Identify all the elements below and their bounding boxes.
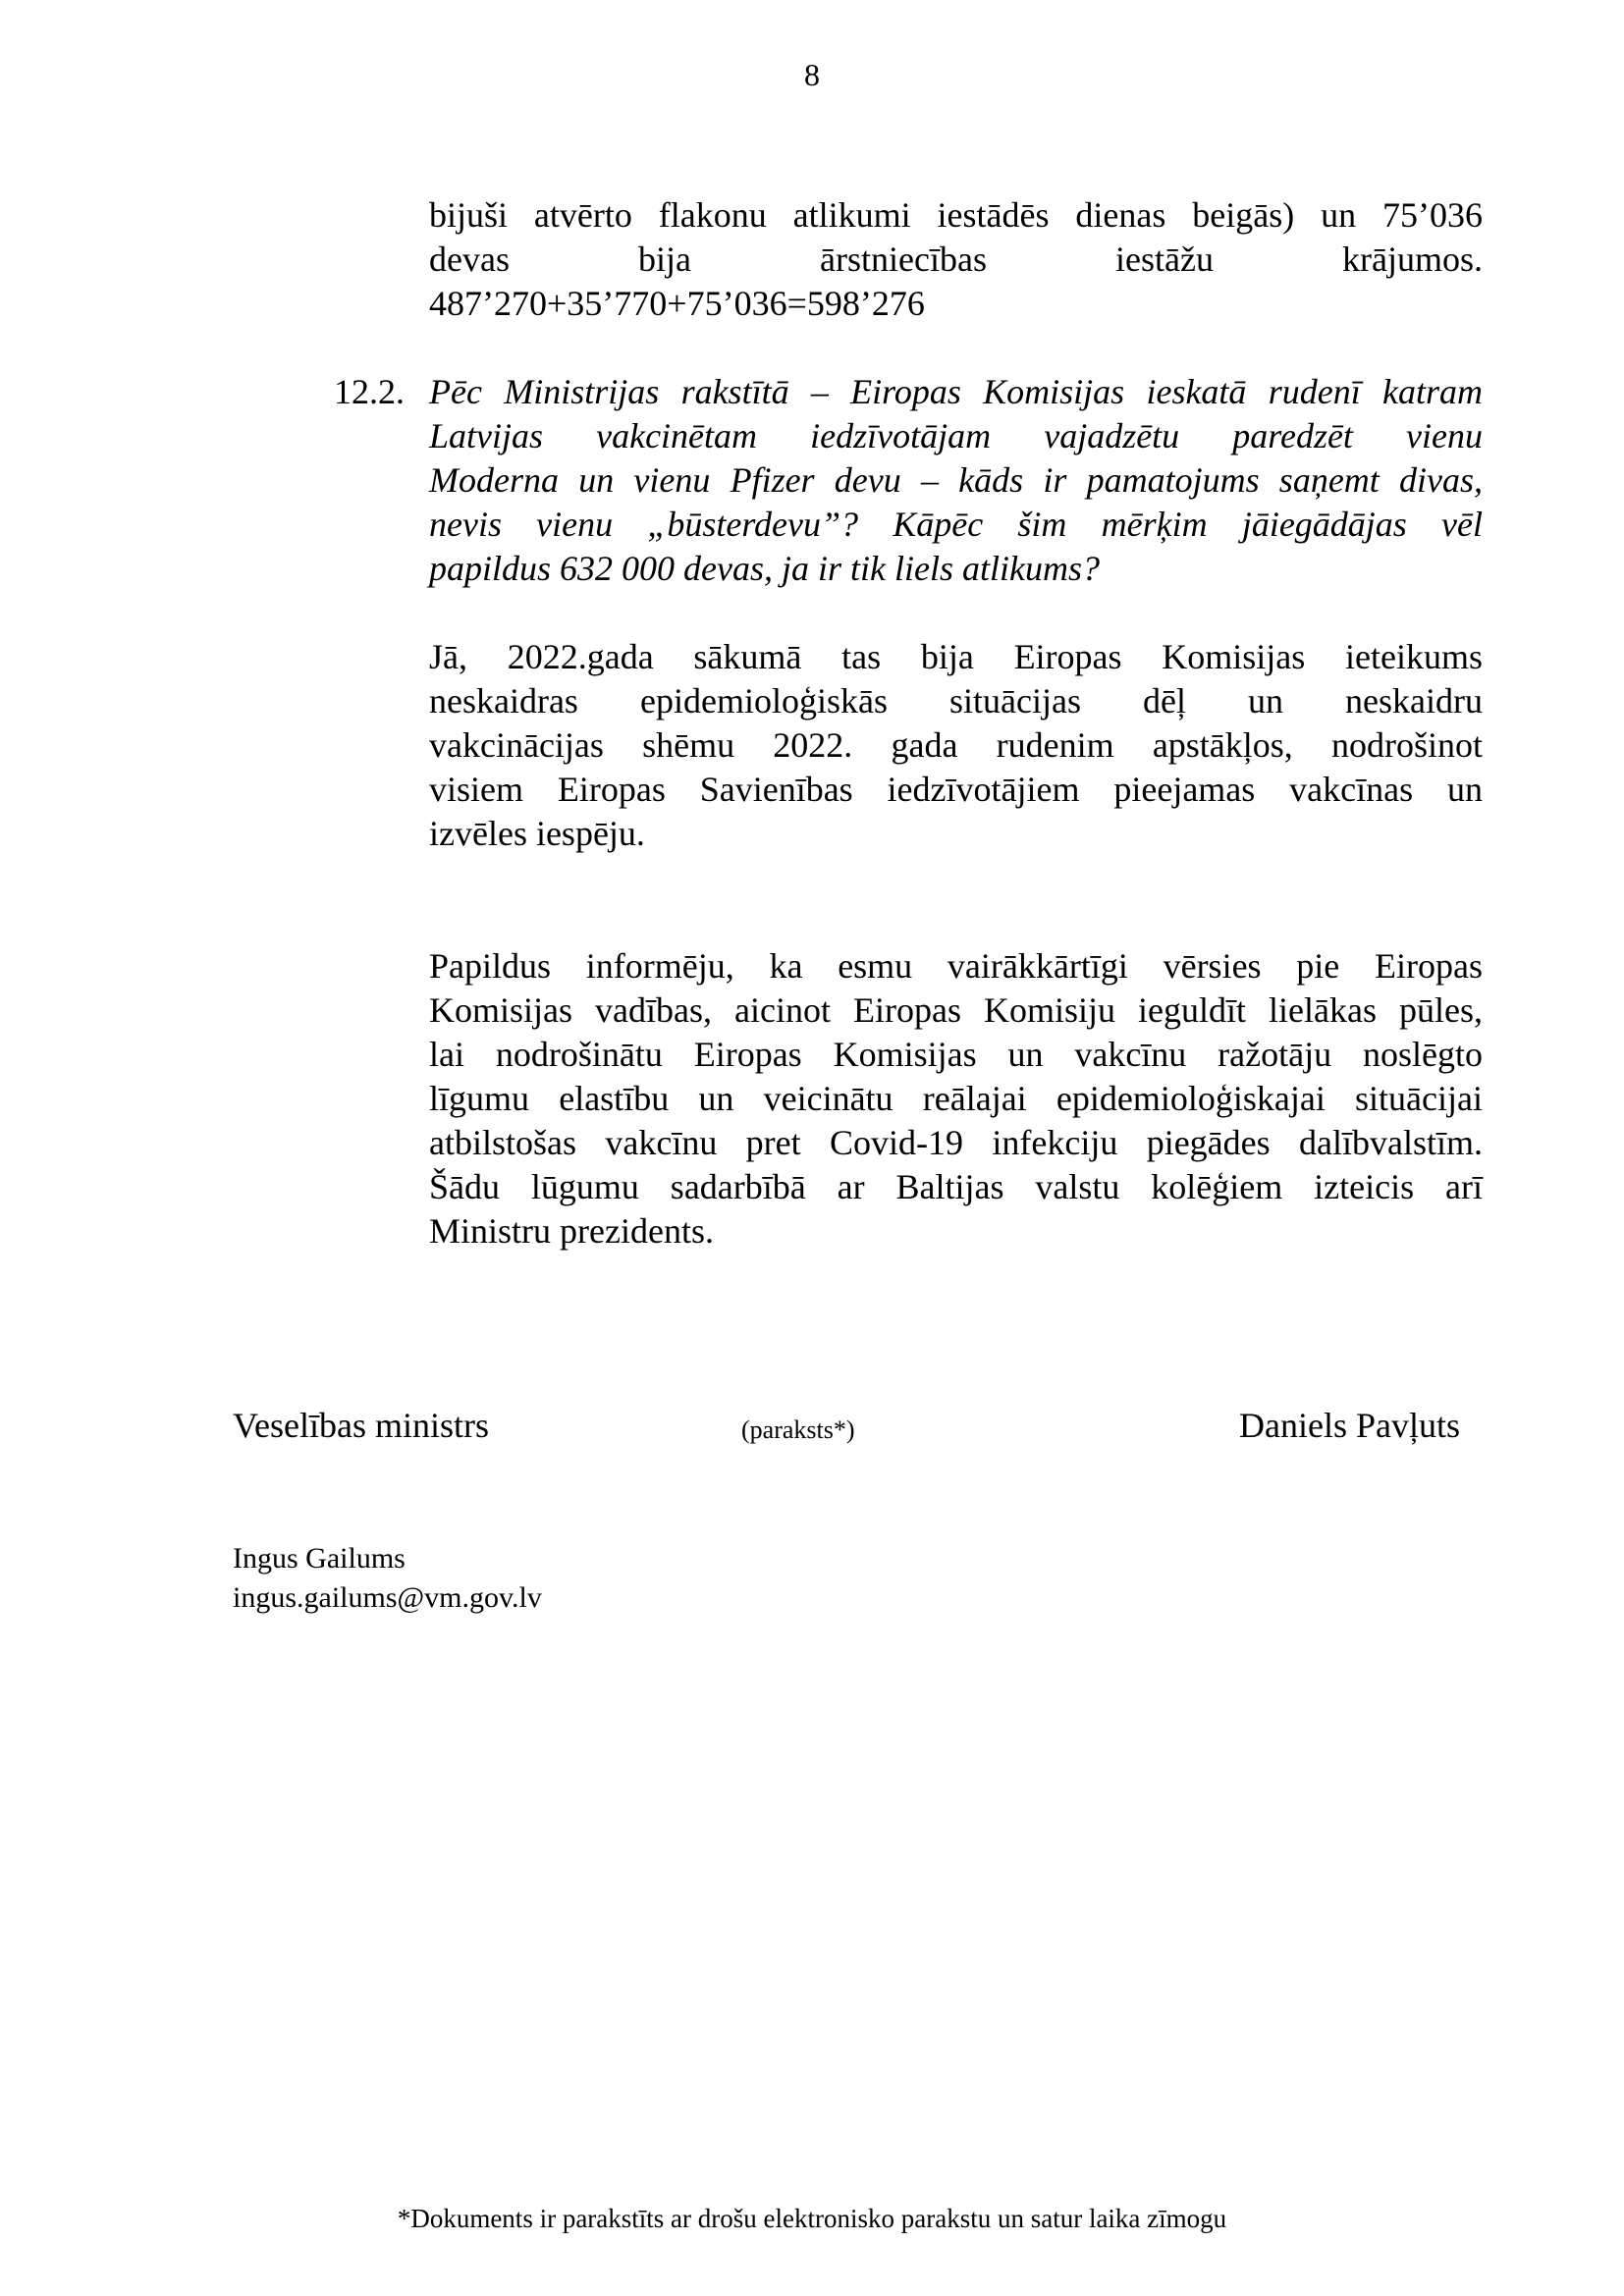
paragraph-line: devas bija ārstniecības iestāžu krājumos. (429, 240, 1483, 279)
continuation-paragraph (429, 193, 1483, 326)
question-line: papildus 632 000 devas, ja ir tik liels atlikums? (429, 549, 1100, 588)
page-number: 8 (804, 57, 820, 92)
answer-line: visiem Eiropas Savienības iedzīvotājiem pieejamas vakcīnas un (429, 770, 1483, 809)
signature-block (233, 1404, 1460, 1453)
answer-line: vakcinācijas shēmu 2022. gada rudenim apstākļos, nodrošinot (429, 725, 1483, 765)
signatory-name: Daniels Pavļuts (1239, 1406, 1460, 1445)
info-line: lai nodrošinātu Eiropas Komisijas un vakcīnu ražotāju noslēgto (429, 1035, 1483, 1074)
answer-line: izvēles iespēju. (429, 814, 645, 853)
answer-paragraph (429, 635, 1483, 856)
paragraph-line: bijuši atvērto flakonu atlikumi iestādēs dienas beigās) un 75’036 (429, 195, 1483, 235)
info-line: atbilstošas vakcīnu pret Covid-19 infekciju piegādes dalībvalstīm. (429, 1123, 1483, 1162)
contact-email: ingus.gailums@vm.gov.lv (233, 1581, 542, 1614)
info-line: Ministru prezidents. (429, 1211, 714, 1251)
info-line: Papildus informēju, ka esmu vairākkārtīgi vērsies pie Eiropas (429, 946, 1483, 986)
signature-mark: (paraksts*) (741, 1415, 855, 1444)
additional-info-paragraph (429, 944, 1483, 1254)
question-line: Moderna un vienu Pfizer devu – kāds ir pamatojums saņemt divas, (429, 460, 1483, 500)
footnote: *Dokuments ir parakstīts ar drošu elektronisko parakstu un satur laika zīmogu (397, 2204, 1227, 2233)
signatory-title: Veselības ministrs (233, 1406, 489, 1445)
answer-line: neskaidras epidemioloģiskās situācijas dēļ un neskaidru (429, 681, 1483, 721)
answer-line: Jā, 2022.gada sākumā tas bija Eiropas Komisijas ieteikums (429, 637, 1483, 676)
question-line: Latvijas vakcinētam iedzīvotājam vajadzētu paredzēt vienu (429, 416, 1483, 455)
question-number: 12.2. (334, 372, 405, 411)
info-line: Komisijas vadības, aicinot Eiropas Komisiju ieguldīt lielākas pūles, (429, 990, 1483, 1030)
question-line: nevis vienu „būsterdevu”? Kāpēc šim mērķim jāiegādājas vēl (429, 505, 1483, 544)
paragraph-line: 487’270+35’770+75’036=598’276 (429, 284, 925, 323)
info-line: Šādu lūgumu sadarbībā ar Baltijas valstu kolēģiem izteicis arī (429, 1167, 1483, 1206)
contact-block (233, 1539, 542, 1618)
question-line: Pēc Ministrijas rakstītā – Eiropas Komisijas ieskatā rudenī katram (429, 372, 1483, 411)
info-line: līgumu elastību un veicinātu reālajai epidemioloģiskajai situācijai (429, 1079, 1483, 1118)
contact-name: Ingus Gailums (233, 1542, 406, 1575)
question-paragraph (429, 370, 1483, 591)
